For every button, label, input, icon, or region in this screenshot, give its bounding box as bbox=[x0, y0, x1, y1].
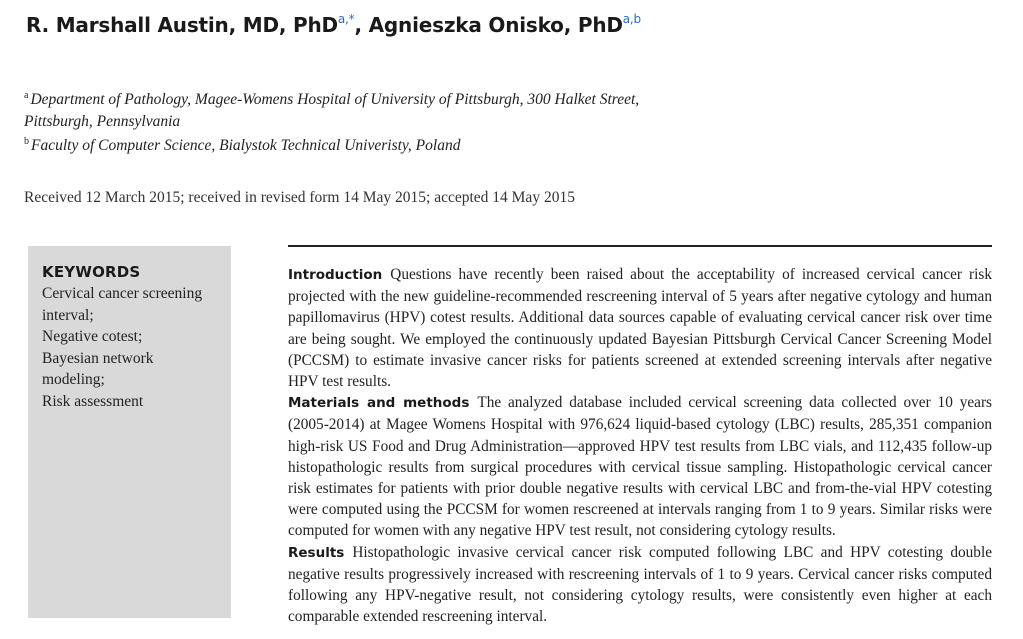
keyword-item: Bayesian network bbox=[42, 349, 154, 367]
keywords-box bbox=[28, 246, 231, 618]
affiliation-marker[interactable]: a,* bbox=[337, 12, 355, 26]
keyword-item: Cervical cancer screening bbox=[42, 285, 203, 302]
keyword-item: interval; bbox=[42, 306, 94, 324]
keywords-list bbox=[42, 283, 231, 412]
author-list bbox=[26, 12, 641, 37]
abstract bbox=[288, 264, 992, 627]
abstract-introduction bbox=[288, 264, 992, 392]
abstract-divider bbox=[288, 245, 992, 247]
keyword-item: Risk assessment bbox=[42, 392, 144, 410]
keywords-title: KEYWORDS bbox=[42, 263, 141, 281]
abstract-results bbox=[288, 542, 992, 628]
section-heading: Materials and methods bbox=[288, 395, 470, 412]
affiliation-b bbox=[24, 136, 460, 155]
affiliation-mark: b bbox=[24, 136, 29, 147]
author-name: R. Marshall Austin, MD, PhD bbox=[26, 13, 338, 37]
author-name: Agnieszka Onisko, PhD bbox=[368, 13, 623, 37]
article-history: Received 12 March 2015; received in revised form 14 May 2015; accepted 14 May 2015 bbox=[24, 189, 575, 206]
keyword-item: Negative cotest; bbox=[42, 328, 143, 345]
affiliation-text: Pittsburgh, Pennsylvania bbox=[24, 113, 181, 130]
affiliation-a-continued bbox=[24, 113, 180, 131]
affiliation-mark: a bbox=[24, 90, 29, 101]
section-text: Questions have recently been raised about the acceptability of increased cervical cancer risk projected with the new guideline-recommended rescreening interval of 5 years after negative cytology and human papillomavirus (HPV) cotest results. Additional data sources capable of evaluating cervical cancer risk over time are being sought. We employed the continuously updated Bayesian Pittsburgh Cervical Cancer Screening Model (PCCSM) to estimate invasive cancer risks for patients screened at extended screening intervals after negative HPV test results. bbox=[288, 266, 992, 391]
affiliation-text: Department of Pathology, Magee-Womens Hospital of University of Pittsburgh, 300 Halket Street, bbox=[30, 91, 640, 108]
abstract-methods bbox=[288, 392, 992, 541]
keyword-item: modeling; bbox=[42, 371, 105, 388]
section-text: Histopathologic invasive cervical cancer risk computed following LBC and HPV cotesting double negative results progressively increased with rescreening intervals of 1 to 9 years. Cervical cancer risks computed following any HPV-negative result, not considering cytology results, were consistently even higher at each comparable extended rescreening interval. bbox=[288, 543, 992, 626]
affiliation-a bbox=[24, 90, 639, 109]
section-text: The analyzed database included cervical screening data collected over 10 years (2005-2014) at Magee Womens Hospital with 976,624 liquid-based cytology (LBC) results, 285,351 companion high-risk US Food and Drug Administration—approved HPV test results from LBC vials, and 112,435 follow-up histopathologic results from surgical procedures with cervical tissue sampling. Histopathologic cervical cancer risk estimates for patients with prior double negative results with cervical LBC and from-the-vial HPV cotesting were computed using the PCCSM for women rescreened at intervals ranging from 1 to 9 years. Similar risks were computed for women with any negative HPV test result, not considering cytology results. bbox=[288, 394, 992, 540]
author-separator: , bbox=[354, 13, 369, 37]
affiliation-text: Faculty of Computer Science, Bialystok Technical Univeristy, Poland bbox=[31, 137, 461, 154]
section-heading: Introduction bbox=[288, 267, 383, 283]
section-heading: Results bbox=[288, 544, 345, 561]
affiliation-marker[interactable]: a,b bbox=[622, 12, 641, 26]
